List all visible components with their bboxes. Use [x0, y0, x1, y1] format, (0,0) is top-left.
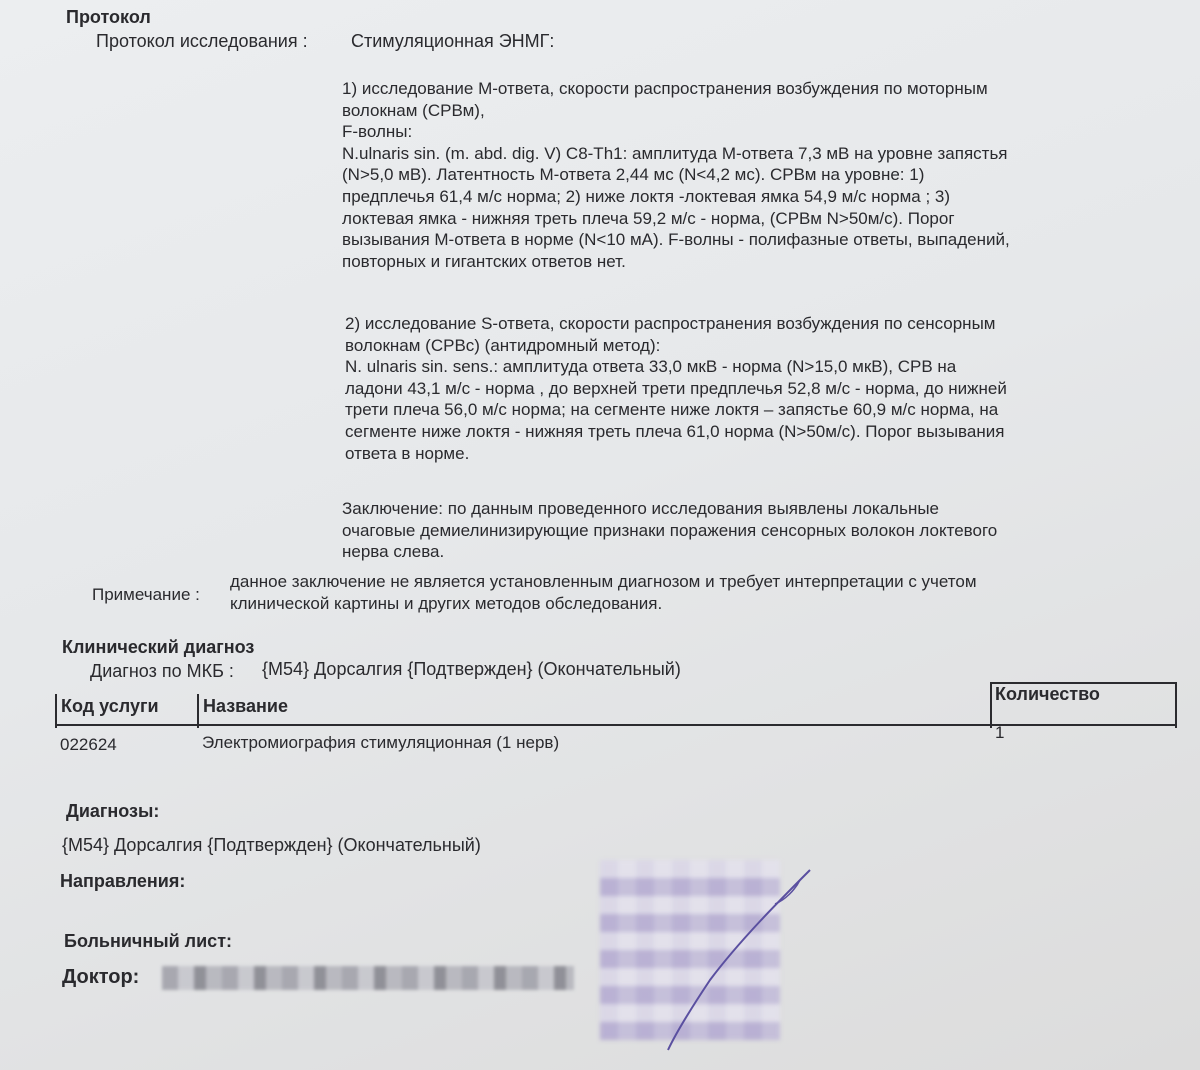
conclusion-line: очаговые демиелинизирующие признаки поражения сенсорных волокон локтевого — [342, 520, 998, 540]
conclusion-line: Заключение: по данным проведенного исследования выявлены локальные — [342, 499, 940, 518]
note-line: данное заключение не является установленным диагнозом и требует интерпретации с учетом — [230, 572, 977, 591]
motor-line: предплечья 61,4 м/с норма; 2) ниже локтя -локтевая ямка 54,9 м/с норма ; 3) — [342, 186, 951, 206]
note-paragraph — [230, 571, 977, 614]
protocol-label: Протокол исследования : — [96, 31, 308, 51]
sensory-line: волокнам (СРВс) (антидромный метод): — [345, 335, 661, 355]
doctor-label: Доктор: — [62, 966, 140, 988]
col-header-qty: Количество — [995, 684, 1100, 704]
clinical-diagnosis-heading: Клинический диагноз — [62, 637, 255, 657]
icd-value: {M54} Дорсалгия {Подтвержден} (Окончательный) — [262, 659, 681, 679]
note-line: клинической картины и других методов обследования. — [230, 593, 663, 613]
sensory-line: ладони 43,1 м/с - норма , до верхней трети предплечья 52,8 м/с - норма, до нижней — [345, 378, 1007, 398]
motor-line: N.ulnaris sin. (m. abd. dig. V) C8-Th1: амплитуда М-ответа 7,3 мВ на уровне запястья — [342, 143, 1008, 163]
note-label: Примечание : — [92, 585, 200, 604]
diagnoses-label: Диагнозы: — [66, 801, 160, 821]
conclusion-paragraph — [342, 498, 997, 563]
motor-line: вызывания М-ответа в норме (N<10 мА). F-волны - полифазные ответы, выпадений, — [342, 230, 1010, 250]
icd-label: Диагноз по МКБ : — [90, 661, 234, 681]
doctor-name-redacted — [162, 966, 574, 990]
services-table — [55, 684, 1177, 726]
motor-line: 1) исследование М-ответа, скорости распространения возбуждения по моторным — [342, 79, 988, 98]
motor-study-paragraph — [342, 78, 1010, 272]
sensory-line: 2) исследование S-ответа, скорости распространения возбуждения по сенсорным — [345, 314, 996, 333]
sensory-study-paragraph — [345, 313, 1007, 464]
signature-stroke — [650, 860, 820, 1060]
protocol-title: Стимуляционная ЭНМГ: — [351, 31, 555, 51]
service-name: Электромиография стимуляционная (1 нерв) — [202, 733, 560, 752]
diagnoses-value: {M54} Дорсалгия {Подтвержден} (Окончательный) — [62, 835, 481, 855]
referrals-label: Направления: — [60, 871, 186, 891]
sensory-line: сегменте ниже локтя - нижняя треть плеча 61,0 норма (N>50м/с). Порог вызывания — [345, 421, 1005, 441]
protocol-heading: Протокол — [66, 7, 151, 27]
sensory-line: N. ulnaris sin. sens.: амплитуда ответа 33,0 мкВ - норма (N>15,0 мкВ), СРВ на — [345, 357, 957, 377]
sensory-line: ответа в норме. — [345, 443, 470, 463]
motor-line: локтевая ямка - нижняя треть плеча 59,2 м/с - норма, (СРВм N>50м/с). Порог — [342, 208, 955, 228]
motor-line: повторных и гигантских ответов нет. — [342, 251, 626, 271]
motor-line: (N>5,0 мВ). Латентность М-ответа 2,44 мс (N<4,2 мс). СРВм на уровне: 1) — [342, 165, 925, 185]
motor-line: волокнам (СРВм), — [342, 100, 485, 120]
conclusion-line: нерва слева. — [342, 542, 445, 562]
col-header-code: Код услуги — [61, 696, 159, 716]
sick-leave-label: Больничный лист: — [64, 931, 233, 951]
sensory-line: трети плеча 56,0 м/с норма; на сегменте ниже локтя – запястье 60,9 м/с норма, на — [345, 400, 999, 420]
service-code: 022624 — [60, 735, 117, 754]
service-qty: 1 — [995, 723, 1005, 742]
motor-line: F-волны: — [342, 122, 413, 142]
col-header-name: Название — [203, 696, 288, 716]
